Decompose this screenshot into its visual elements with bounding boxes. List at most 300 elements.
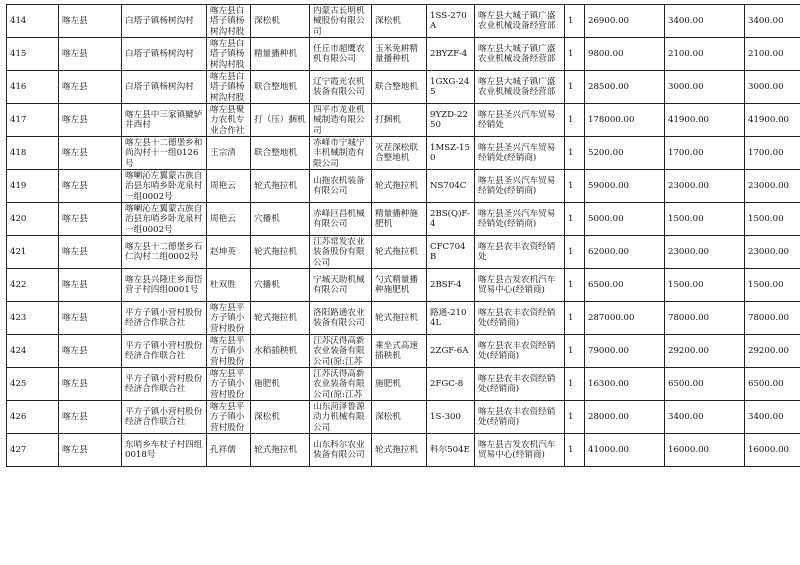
quantity-cell: [565, 5, 585, 38]
seller-cell-text: 喀左县聚力农机专业合作社: [210, 104, 245, 136]
category-cell-text: 轮式拖拉机: [375, 312, 418, 323]
model-cell-text: 2BYZF-4: [430, 48, 468, 59]
dealer-cell-text: 喀左县农丰农资经销处(经销商): [478, 340, 556, 361]
table-row: [7, 401, 800, 434]
model-cell: [427, 71, 475, 104]
buyer-cell-text: 东哨乡车杖子村四组0018号: [125, 439, 203, 460]
row-number-text: 423: [10, 312, 27, 323]
seller-cell-text: 喀左县白塔子镇杨树沟村股: [210, 71, 245, 103]
maker-cell-text: 任丘市超鹰农机有限公司: [313, 43, 365, 64]
row-number: [7, 401, 59, 434]
subsidy-cell: [665, 434, 745, 467]
model-cell: [427, 104, 475, 137]
subsidy-cell-text: 1500.00: [668, 279, 704, 290]
quantity-cell: [565, 368, 585, 401]
seller-cell-text: 喀左县白塔子镇杨树沟村股: [210, 38, 245, 70]
dealer-cell: [475, 368, 565, 401]
row-number: [7, 38, 59, 71]
county-cell: [59, 434, 122, 467]
total-cell-text: 29200.00: [748, 345, 790, 356]
dealer-cell: [475, 236, 565, 269]
total-cell-text: 1700.00: [748, 147, 784, 158]
maker-cell: [310, 5, 372, 38]
county-cell: [59, 104, 122, 137]
row-number: [7, 335, 59, 368]
price-cell: [585, 434, 665, 467]
buyer-cell-text: 白塔子镇杨树沟村: [125, 48, 194, 59]
maker-cell: [310, 236, 372, 269]
model-cell-text: 2FGC-8: [430, 378, 464, 389]
quantity-cell: [565, 170, 585, 203]
table-row: [7, 434, 800, 467]
county-cell-text: 喀左县: [62, 147, 88, 158]
buyer-cell: [122, 434, 207, 467]
price-cell: [585, 236, 665, 269]
seller-cell: [207, 401, 251, 434]
table-row: [7, 5, 800, 38]
total-cell: [745, 236, 800, 269]
buyer-cell-text: 平方子镇小营村股份经济合作联合社: [125, 406, 203, 427]
price-cell: [585, 269, 665, 302]
model-cell: [427, 170, 475, 203]
row-number-text: 418: [10, 147, 27, 158]
price-cell-text: 16300.00: [588, 378, 630, 389]
category-cell-text: 灭茬深松联合整地机: [375, 142, 418, 163]
maker-cell: [310, 434, 372, 467]
category-cell: [372, 368, 427, 401]
total-cell: [745, 368, 800, 401]
buyer-cell: [122, 5, 207, 38]
seller-cell: [207, 434, 251, 467]
quantity-cell-text: 1: [568, 48, 574, 59]
maker-cell: [310, 269, 372, 302]
county-cell-text: 喀左县: [62, 213, 88, 224]
price-cell-text: 5000.00: [588, 213, 624, 224]
buyer-cell: [122, 170, 207, 203]
dealer-cell: [475, 302, 565, 335]
price-cell-text: 6500.00: [588, 279, 624, 290]
category-cell-text: 深松机: [375, 15, 401, 26]
county-cell-text: 喀左县: [62, 48, 88, 59]
seller-cell-text: 赵坤英: [210, 246, 236, 257]
model-cell-text: 2BSF-4: [430, 279, 462, 290]
buyer-cell-text: 白塔子镇杨树沟村: [125, 15, 194, 26]
price-cell-text: 26900.00: [588, 15, 630, 26]
quantity-cell-text: 1: [568, 81, 574, 92]
dealer-cell: [475, 5, 565, 38]
maker-cell-text: 赤峰巨昌机械有限公司: [313, 208, 365, 229]
category-cell-text: 打捆机: [375, 114, 401, 125]
row-number-text: 420: [10, 213, 27, 224]
total-cell: [745, 170, 800, 203]
subsidy-cell: [665, 302, 745, 335]
price-cell: [585, 104, 665, 137]
county-cell: [59, 170, 122, 203]
item-cell-text: 打（压）捆机: [254, 114, 306, 125]
maker-cell: [310, 137, 372, 170]
row-number-text: 421: [10, 246, 27, 257]
subsidy-cell-text: 78000.00: [668, 312, 710, 323]
table-row: [7, 170, 800, 203]
price-cell: [585, 203, 665, 236]
price-cell: [585, 5, 665, 38]
row-number: [7, 434, 59, 467]
county-cell-text: 喀左县: [62, 444, 88, 455]
buyer-cell: [122, 401, 207, 434]
buyer-cell-text: 喀左县中三家镇辘轳井西村: [125, 109, 203, 130]
table-row: [7, 137, 800, 170]
seller-cell-text: 喀左县平方子镇小营村股份: [210, 335, 245, 367]
row-number: [7, 203, 59, 236]
item-cell-text: 轮式拖拉机: [254, 312, 297, 323]
total-cell-text: 3400.00: [748, 15, 784, 26]
item-cell-text: 轮式拖拉机: [254, 246, 297, 257]
subsidy-cell: [665, 269, 745, 302]
subsidy-cell-text: 3400.00: [668, 15, 704, 26]
total-cell: [745, 104, 800, 137]
quantity-cell-text: 1: [568, 147, 574, 158]
total-cell: [745, 137, 800, 170]
row-number-text: 426: [10, 411, 27, 422]
seller-cell: [207, 5, 251, 38]
subsidy-cell-text: 16000.00: [668, 444, 710, 455]
price-cell-text: 9800.00: [588, 48, 624, 59]
county-cell: [59, 38, 122, 71]
item-cell-text: 施肥机: [254, 378, 280, 389]
quantity-cell-text: 1: [568, 246, 574, 257]
row-number-text: 416: [10, 81, 27, 92]
maker-cell: [310, 401, 372, 434]
model-cell-text: 1S-300: [430, 411, 461, 422]
category-cell-text: 施肥机: [375, 378, 401, 389]
total-cell: [745, 335, 800, 368]
dealer-cell-text: 喀左县大城子镇广盛农业机械设备经营部: [478, 76, 556, 97]
row-number: [7, 302, 59, 335]
buyer-cell: [122, 302, 207, 335]
subsidy-table: [6, 4, 800, 467]
subsidy-cell-text: 6500.00: [668, 378, 704, 389]
buyer-cell: [122, 104, 207, 137]
category-cell-text: 精量播种施肥机: [375, 208, 418, 229]
row-number-text: 414: [10, 15, 27, 26]
table-row: [7, 236, 800, 269]
table-row: [7, 269, 800, 302]
price-cell-text: 41000.00: [588, 444, 630, 455]
item-cell: [251, 236, 310, 269]
buyer-cell-text: 平方子镇小营村股份经济合作联合社: [125, 340, 203, 361]
total-cell-text: 1500.00: [748, 279, 784, 290]
seller-cell: [207, 137, 251, 170]
buyer-cell-text: 喀喇沁左翼蒙古族自治县东哨乡卧龙泉村一组0002号: [125, 170, 203, 202]
category-cell: [372, 335, 427, 368]
subsidy-cell: [665, 71, 745, 104]
seller-cell: [207, 203, 251, 236]
maker-cell: [310, 368, 372, 401]
quantity-cell-text: 1: [568, 444, 574, 455]
seller-cell-text: 喀左县平方子镇小营村股份: [210, 401, 245, 433]
model-cell: [427, 434, 475, 467]
total-cell-text: 1500.00: [748, 213, 784, 224]
subsidy-cell: [665, 5, 745, 38]
maker-cell-text: 宁城天助机械有限公司: [313, 274, 365, 295]
price-cell: [585, 302, 665, 335]
dealer-cell: [475, 203, 565, 236]
model-cell: [427, 368, 475, 401]
seller-cell: [207, 335, 251, 368]
item-cell-text: 水稻插秧机: [254, 345, 297, 356]
quantity-cell: [565, 401, 585, 434]
quantity-cell: [565, 434, 585, 467]
county-cell-text: 喀左县: [62, 378, 88, 389]
seller-cell-text: 杜双胜: [210, 279, 236, 290]
quantity-cell: [565, 203, 585, 236]
table-row: [7, 368, 800, 401]
dealer-cell: [475, 137, 565, 170]
category-cell: [372, 401, 427, 434]
seller-cell-text: 喀左县白塔子镇杨树沟村股: [210, 5, 245, 37]
model-cell: [427, 269, 475, 302]
subsidy-cell-text: 3000.00: [668, 81, 704, 92]
county-cell-text: 喀左县: [62, 81, 88, 92]
maker-cell-text: 四平市龙业机械制造有限公司: [313, 104, 365, 136]
dealer-cell-text: 喀左县吉发农机汽车贸易中心(经销商): [478, 439, 556, 460]
dealer-cell: [475, 335, 565, 368]
buyer-cell-text: 喀左县十二德堡乡石仁沟村二组0002号: [125, 241, 203, 262]
subsidy-cell: [665, 137, 745, 170]
quantity-cell: [565, 137, 585, 170]
maker-cell: [310, 203, 372, 236]
maker-cell-text: 山拖农机装备有限公司: [313, 175, 365, 196]
maker-cell: [310, 170, 372, 203]
row-number: [7, 170, 59, 203]
seller-cell: [207, 104, 251, 137]
seller-cell-text: 孔祥儒: [210, 444, 236, 455]
subsidy-cell: [665, 236, 745, 269]
total-cell-text: 16000.00: [748, 444, 790, 455]
quantity-cell-text: 1: [568, 345, 574, 356]
table-row: [7, 335, 800, 368]
model-cell: [427, 38, 475, 71]
county-cell: [59, 368, 122, 401]
seller-cell: [207, 38, 251, 71]
item-cell-text: 深松机: [254, 15, 280, 26]
maker-cell-text: 洛阳路通农业装备有限公司: [313, 307, 365, 328]
quantity-cell: [565, 38, 585, 71]
row-number-text: 424: [10, 345, 27, 356]
row-number-text: 422: [10, 279, 27, 290]
item-cell: [251, 71, 310, 104]
item-cell: [251, 5, 310, 38]
buyer-cell: [122, 368, 207, 401]
category-cell-text: 轮式拖拉机: [375, 444, 418, 455]
price-cell: [585, 38, 665, 71]
model-cell-text: 科尔504E: [430, 444, 470, 455]
model-cell-text: 1SS-270A: [430, 10, 467, 31]
category-cell: [372, 203, 427, 236]
row-number-text: 427: [10, 444, 27, 455]
total-cell: [745, 5, 800, 38]
model-cell-text: 1MSZ-150: [430, 142, 470, 163]
county-cell-text: 喀左县: [62, 411, 88, 422]
quantity-cell-text: 1: [568, 15, 574, 26]
county-cell: [59, 401, 122, 434]
table-row: [7, 71, 800, 104]
row-number: [7, 368, 59, 401]
seller-cell: [207, 170, 251, 203]
category-cell: [372, 236, 427, 269]
buyer-cell-text: 平方子镇小营村股份经济合作联合社: [125, 373, 203, 394]
item-cell-text: 轮式拖拉机: [254, 180, 297, 191]
item-cell: [251, 302, 310, 335]
dealer-cell-text: 喀左县农丰农资经销处(经销商): [478, 373, 556, 394]
county-cell: [59, 302, 122, 335]
price-cell: [585, 137, 665, 170]
total-cell: [745, 401, 800, 434]
quantity-cell-text: 1: [568, 312, 574, 323]
price-cell-text: 178000.00: [588, 114, 635, 125]
seller-cell-text: 喀左县平方子镇小营村股份: [210, 302, 245, 334]
category-cell: [372, 71, 427, 104]
model-cell: [427, 203, 475, 236]
row-number: [7, 5, 59, 38]
buyer-cell-text: 喀左县十二德堡乡和尚沟村十一组0126号: [125, 137, 203, 169]
dealer-cell-text: 喀左县大城子镇广盛农业机械设备经营部: [478, 43, 556, 64]
item-cell: [251, 269, 310, 302]
quantity-cell: [565, 269, 585, 302]
model-cell-text: NS704C: [430, 180, 467, 191]
price-cell: [585, 368, 665, 401]
item-cell: [251, 203, 310, 236]
quantity-cell: [565, 302, 585, 335]
buyer-cell: [122, 71, 207, 104]
dealer-cell-text: 喀左县圣兴汽车贸易经销处(经销商): [478, 175, 556, 196]
quantity-cell-text: 1: [568, 213, 574, 224]
county-cell: [59, 203, 122, 236]
category-cell: [372, 269, 427, 302]
maker-cell-text: 内蒙古长明机械股份有限公司: [313, 5, 365, 37]
category-cell: [372, 434, 427, 467]
dealer-cell-text: 喀左县农丰农资经销处(经销商): [478, 307, 556, 328]
category-cell: [372, 137, 427, 170]
table-row: [7, 302, 800, 335]
category-cell: [372, 302, 427, 335]
county-cell-text: 喀左县: [62, 15, 88, 26]
total-cell-text: 23000.00: [748, 246, 790, 257]
model-cell: [427, 335, 475, 368]
total-cell-text: 41900.00: [748, 114, 790, 125]
model-cell: [427, 401, 475, 434]
item-cell: [251, 401, 310, 434]
category-cell-text: 勺式精量播种施肥机: [375, 274, 418, 295]
category-cell: [372, 38, 427, 71]
category-cell: [372, 170, 427, 203]
total-cell-text: 23000.00: [748, 180, 790, 191]
item-cell-text: 深松机: [254, 411, 280, 422]
subsidy-table-sheet: [6, 4, 793, 467]
model-cell-text: 2ZGF-6A: [430, 345, 469, 356]
subsidy-cell: [665, 203, 745, 236]
county-cell-text: 喀左县: [62, 180, 88, 191]
quantity-cell: [565, 335, 585, 368]
buyer-cell-text: 喀喇沁左翼蒙古族自治县东哨乡卧龙泉村一组0002号: [125, 203, 203, 235]
maker-cell-text: 辽宁霞光农机装备有限公司: [313, 76, 365, 97]
subsidy-cell: [665, 38, 745, 71]
county-cell-text: 喀左县: [62, 312, 88, 323]
row-number: [7, 71, 59, 104]
dealer-cell-text: 喀左县大城子镇广盛农业机械设备经营部: [478, 10, 556, 31]
item-cell: [251, 170, 310, 203]
row-number-text: 417: [10, 114, 27, 125]
subsidy-cell-text: 2100.00: [668, 48, 704, 59]
subsidy-cell-text: 1500.00: [668, 213, 704, 224]
dealer-cell-text: 喀左县农丰农资经销处(经销商): [478, 406, 556, 427]
model-cell-text: 2BS(Q)F-4: [430, 208, 470, 229]
dealer-cell-text: 喀左县圣兴汽车贸易经销处: [478, 109, 556, 130]
price-cell: [585, 71, 665, 104]
seller-cell-text: 周艳云: [210, 180, 236, 191]
total-cell-text: 3000.00: [748, 81, 784, 92]
dealer-cell: [475, 104, 565, 137]
category-cell: [372, 104, 427, 137]
total-cell-text: 2100.00: [748, 48, 784, 59]
maker-cell-text: 山东科尔农业装备有限公司: [313, 439, 365, 460]
quantity-cell: [565, 236, 585, 269]
item-cell-text: 穴播机: [254, 213, 280, 224]
seller-cell: [207, 71, 251, 104]
item-cell-text: 轮式拖拉机: [254, 444, 297, 455]
price-cell: [585, 335, 665, 368]
maker-cell: [310, 104, 372, 137]
quantity-cell-text: 1: [568, 378, 574, 389]
seller-cell: [207, 269, 251, 302]
model-cell: [427, 302, 475, 335]
seller-cell-text: 王宗清: [210, 147, 236, 158]
maker-cell-text: 江苏沃得高新农业装备有限公司(原:江苏: [313, 368, 365, 400]
dealer-cell: [475, 269, 565, 302]
quantity-cell-text: 1: [568, 114, 574, 125]
row-number: [7, 104, 59, 137]
maker-cell-text: 江苏常发农业装备股份有限公司: [313, 236, 365, 268]
county-cell-text: 喀左县: [62, 246, 88, 257]
county-cell-text: 喀左县: [62, 114, 88, 125]
maker-cell: [310, 335, 372, 368]
subsidy-cell: [665, 401, 745, 434]
buyer-cell: [122, 203, 207, 236]
subsidy-cell: [665, 368, 745, 401]
subsidy-cell-text: 29200.00: [668, 345, 710, 356]
total-cell: [745, 203, 800, 236]
category-cell: [372, 5, 427, 38]
subsidy-cell-text: 41900.00: [668, 114, 710, 125]
total-cell: [745, 38, 800, 71]
model-cell: [427, 137, 475, 170]
maker-cell: [310, 71, 372, 104]
total-cell: [745, 269, 800, 302]
county-cell: [59, 71, 122, 104]
buyer-cell: [122, 269, 207, 302]
county-cell-text: 喀左县: [62, 345, 88, 356]
county-cell: [59, 5, 122, 38]
item-cell: [251, 38, 310, 71]
dealer-cell: [475, 71, 565, 104]
price-cell-text: 62000.00: [588, 246, 630, 257]
row-number-text: 415: [10, 48, 27, 59]
model-cell-text: CFC704B: [430, 241, 466, 262]
quantity-cell-text: 1: [568, 180, 574, 191]
item-cell-text: 精量播种机: [254, 48, 297, 59]
seller-cell: [207, 368, 251, 401]
subsidy-cell: [665, 335, 745, 368]
